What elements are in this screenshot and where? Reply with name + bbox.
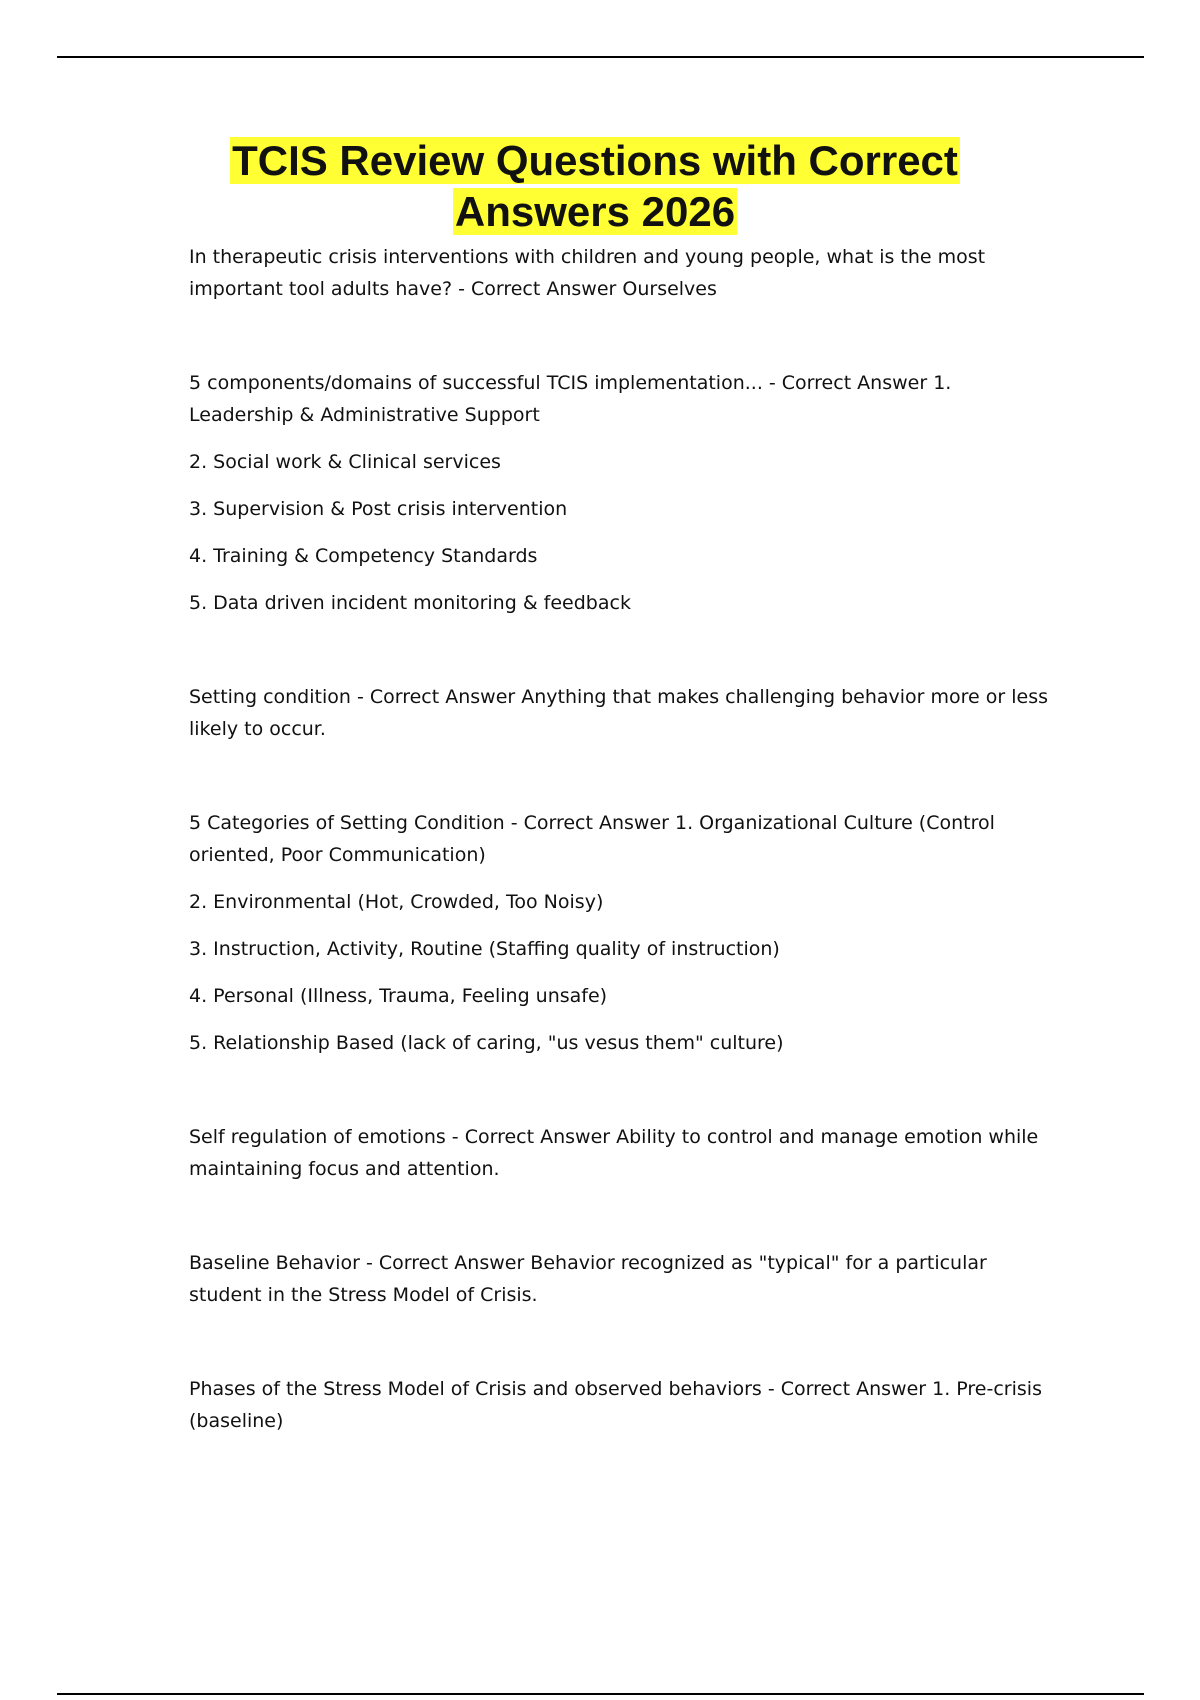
qa-block — [189, 1121, 1049, 1185]
qa-entry: Phases of the Stress Model of Crisis and observed behaviors - Correct Answer 1. Pre-crisis (baseline) — [189, 1378, 1042, 1432]
header-rule — [57, 56, 1144, 58]
qa-entry: 5 Categories of Setting Condition - Correct Answer 1. Organizational Culture (Control oriented, Poor Communication) — [189, 812, 995, 866]
qa-block — [189, 807, 1049, 1059]
list-item: 2. Social work & Clinical services — [189, 451, 501, 473]
qa-entry: Baseline Behavior - Correct Answer Behavior recognized as "typical" for a particular student in the Stress Model of Crisis. — [189, 1252, 987, 1306]
list-item: 3. Supervision & Post crisis intervention — [189, 498, 568, 520]
qa-block — [189, 367, 1049, 619]
qa-block — [189, 241, 1049, 305]
document-body — [189, 241, 1049, 1499]
list-item: 5. Relationship Based (lack of caring, "us vesus them" culture) — [189, 1032, 784, 1054]
list-item: 3. Instruction, Activity, Routine (Staffing quality of instruction) — [189, 938, 780, 960]
qa-entry: Setting condition - Correct Answer Anything that makes challenging behavior more or less likely to occur. — [189, 686, 1049, 740]
title-line-2: Answers 2026 — [454, 188, 736, 235]
qa-entry: Self regulation of emotions - Correct Answer Ability to control and manage emotion while maintaining focus and attention. — [189, 1126, 1039, 1180]
list-item: 4. Training & Competency Standards — [189, 545, 538, 567]
footer-rule — [57, 1693, 1144, 1695]
list-item: 5. Data driven incident monitoring & feedback — [189, 592, 631, 614]
qa-block — [189, 1373, 1049, 1437]
list-item: 4. Personal (Illness, Trauma, Feeling unsafe) — [189, 985, 608, 1007]
qa-entry: 5 components/domains of successful TCIS implementation... - Correct Answer 1. Leadership & Administrative Support — [189, 372, 952, 426]
list-item: 2. Environmental (Hot, Crowded, Too Noisy) — [189, 891, 604, 913]
qa-block — [189, 681, 1049, 745]
qa-block — [189, 1247, 1049, 1311]
document-title — [140, 135, 1050, 237]
title-line-1: TCIS Review Questions with Correct — [232, 137, 958, 184]
qa-entry: In therapeutic crisis interventions with children and young people, what is the most important tool adults have? - Correct Answer Ourselves — [189, 246, 986, 300]
